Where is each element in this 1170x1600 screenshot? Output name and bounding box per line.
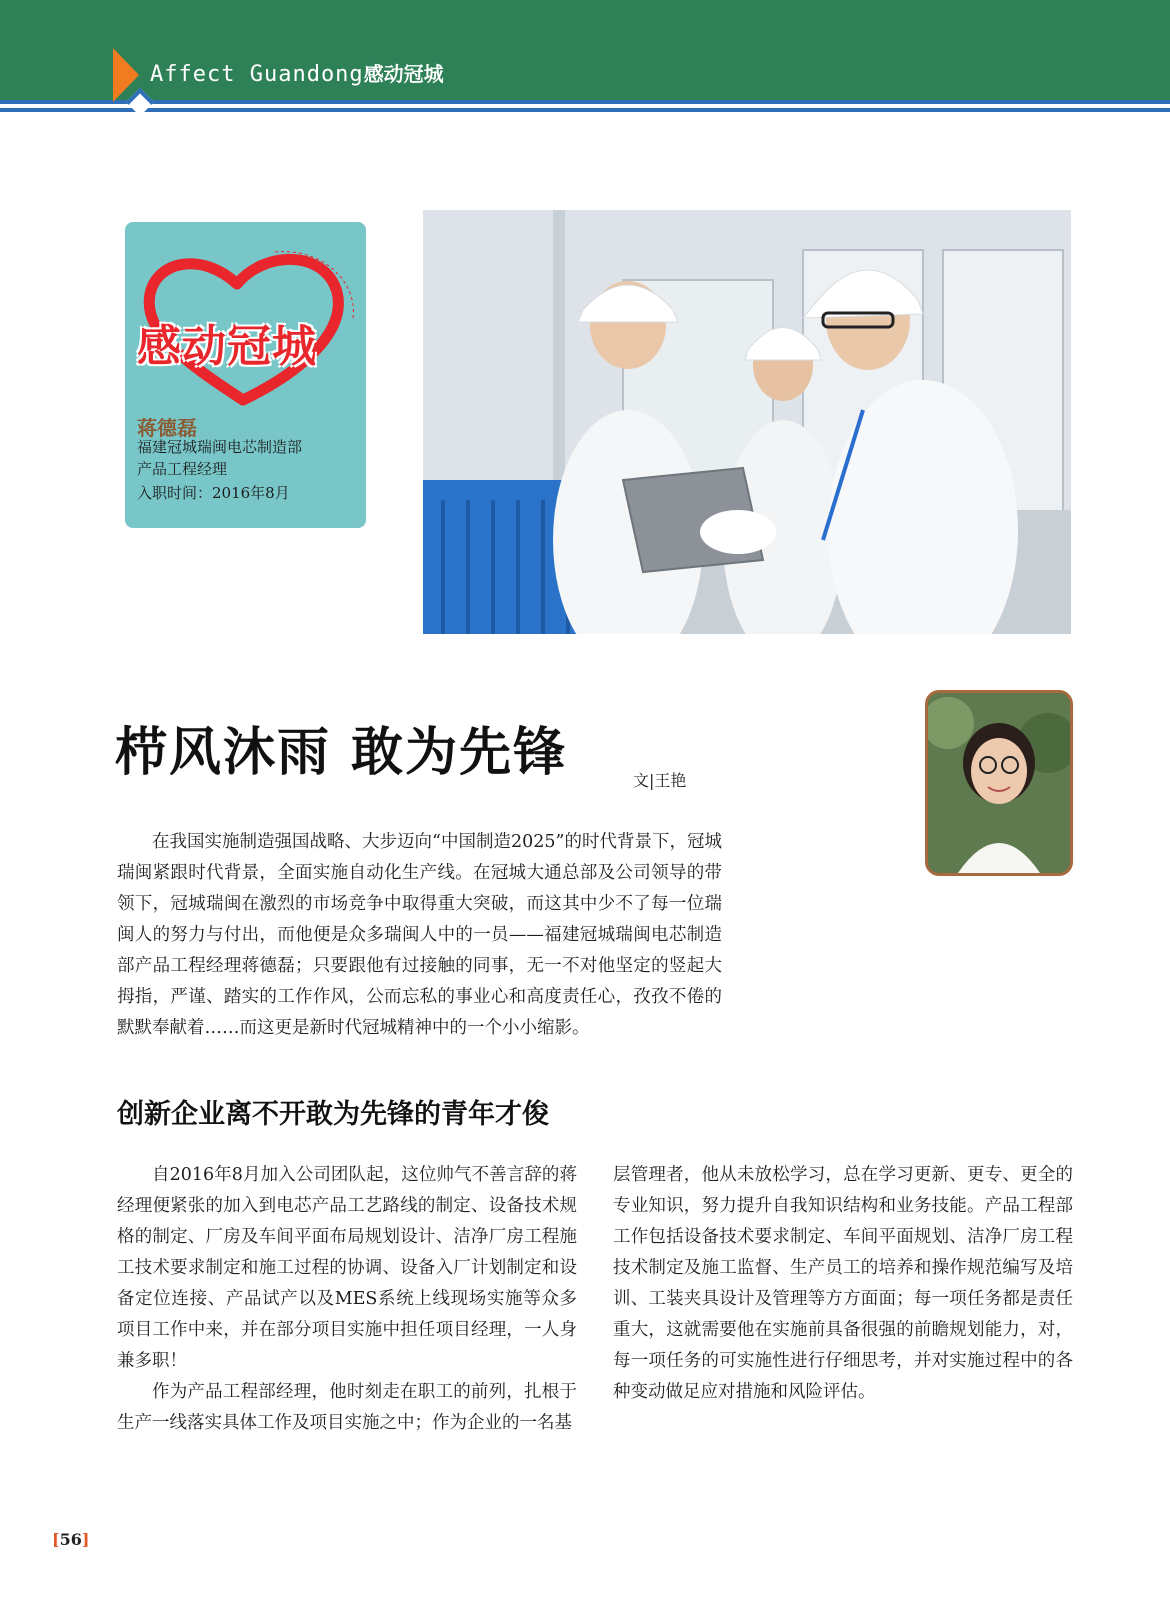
article-headline: 栉风沐雨 敢为先锋 [115, 723, 568, 783]
header-arrow-icon [113, 48, 139, 102]
column-left [117, 1160, 577, 1439]
page-bracket-close: ] [81, 1530, 90, 1549]
column-right: 层管理者，他从未放松学习，总在学习更新、更专、更全的专业知识，努力提升自我知识结构和业务技能。产品工程部工作包括设备技术要求制定、车间平面规划、洁净厂房工程技术制定及施工监督、生产员工的培养和操作规范编写及培训、工装夹具设计及管理等方方面面；每一项任务都是责任重大，这就需要他在实施前具备很强的前瞻规划能力，对，每一项任务的可实施性进行仔细思考，并对实施过程中的各种变动做足应对措施和风险评估。 [613, 1165, 1073, 1402]
header-rule-top [0, 100, 1170, 104]
person-title: 产品工程经理 [137, 460, 228, 478]
profile-card [125, 222, 366, 528]
article-byline: 文|王艳 [633, 771, 687, 790]
article-intro: 在我国实施制造强国战略、大步迈向“中国制造2025”的时代背景下，冠城瑞闽紧跟时代背景，全面实施自动化生产线。在冠城大通总部及公司领导的带领下，冠城瑞闽在激烈的市场竞争中取得重大突破，而这其中少不了每一位瑞闽人的努力与付出，而他便是众多瑞闽人中的一员——福建冠城瑞闽电芯制造部产品工程经理蒋德磊；只要跟他有过接触的同事，无一不对他坚定的竖起大拇指，严谨、踏实的工作作风，公而忘私的事业心和高度责任心，孜孜不倦的默默奉献着……而这更是新时代冠城精神中的一个小小缩影。 [117, 832, 722, 1038]
section-header-title [150, 58, 444, 87]
person-join-date: 入职时间：2016年8月 [137, 484, 290, 502]
header-title-en: Affect Guandong [150, 62, 364, 87]
column-left-paragraph-2: 作为产品工程部经理，他时刻走在职工的前列，扎根于生产一线落实具体工作及项目实施之中；作为企业的一名基 [117, 1382, 577, 1433]
header-title-cn: 感动冠城 [363, 62, 444, 86]
header-rule-bottom [0, 108, 1170, 112]
column-left-paragraph-1: 自2016年8月加入公司团队起，这位帅气不善言辞的蒋经理便紧张的加入到电芯产品工艺路线的制定、设备技术规格的制定、厂房及车间平面布局规划设计、洁净厂房工程施工技术要求制定和施工过程的协调、设备入厂计划制定和设备定位连接、产品试产以及MES系统上线现场实施等众多项目工作中来，并在部分项目实施中担任项目经理，一人身兼多职！ [117, 1165, 577, 1371]
author-portrait [925, 690, 1073, 876]
section-title: 创新企业离不开敢为先锋的青年才俊 [117, 1099, 549, 1130]
heart-logo-icon [125, 222, 366, 528]
page-number [52, 1530, 89, 1549]
person-department: 福建冠城瑞闽电芯制造部 [137, 438, 303, 456]
page-bracket-open: [ [52, 1530, 60, 1549]
page-number-value: 56 [59, 1530, 82, 1549]
card-label: 感动冠城 [137, 321, 317, 372]
main-photo [423, 210, 1071, 634]
person-name: 蒋德磊 [137, 416, 197, 440]
factory-workers-illustration [423, 210, 1071, 634]
author-portrait-illustration [928, 693, 1070, 873]
